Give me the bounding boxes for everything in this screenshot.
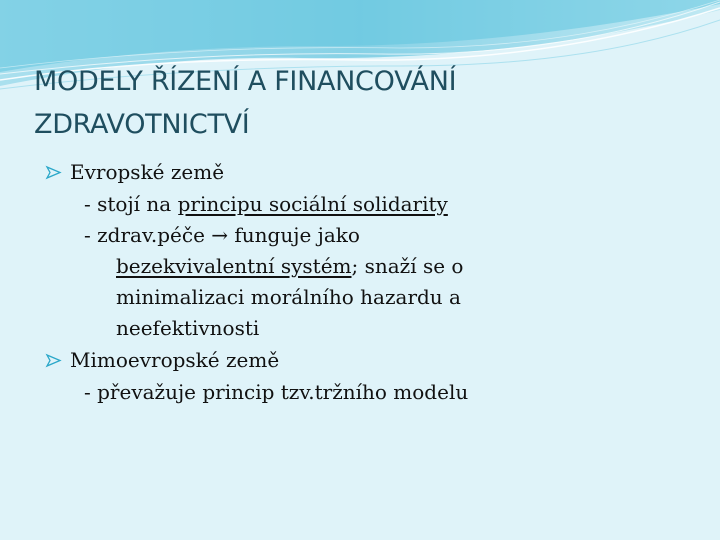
line-prefix: - stojí na — [84, 192, 178, 216]
slide-title — [34, 60, 684, 146]
slide-content — [44, 156, 684, 408]
line-rest: funguje jako — [228, 223, 360, 247]
bullet-arrow-shape — [44, 156, 66, 189]
bullet-mimoevropske-zeme — [44, 344, 684, 377]
bullet-arrow-shape — [44, 344, 66, 377]
sub-line-continuation-1 — [44, 251, 684, 282]
sub-line-trzni-model: - převažuje princip tzv.tržního modelu — [84, 380, 469, 404]
sub-line-zdrav-pece — [44, 220, 684, 251]
sub-line-continuation-2: minimalizaci morálního hazardu a — [116, 285, 461, 309]
underlined-term: bezekvivalentní systém — [116, 254, 352, 278]
sub-line-solidarity — [44, 189, 684, 220]
bullet-label: Evropské země — [70, 160, 225, 184]
line-prefix: - zdrav.péče — [84, 223, 212, 247]
underlined-term: principu sociální solidarity — [177, 192, 448, 216]
bullet-evropske-zeme — [44, 156, 684, 189]
bullet-arrow-icon — [44, 344, 70, 377]
sub-line-continuation-3: neefektivnosti — [116, 316, 260, 340]
bullet-arrow-icon — [44, 156, 70, 189]
bullet-label: Mimoevropské země — [70, 348, 280, 372]
title-line-1: MODELY ŘÍZENÍ A FINANCOVÁNÍ — [34, 66, 457, 97]
right-arrow-icon: → — [211, 223, 229, 247]
title-line-2: ZDRAVOTNICTVÍ — [34, 109, 250, 140]
line-rest: ; snaží se o — [351, 254, 464, 278]
